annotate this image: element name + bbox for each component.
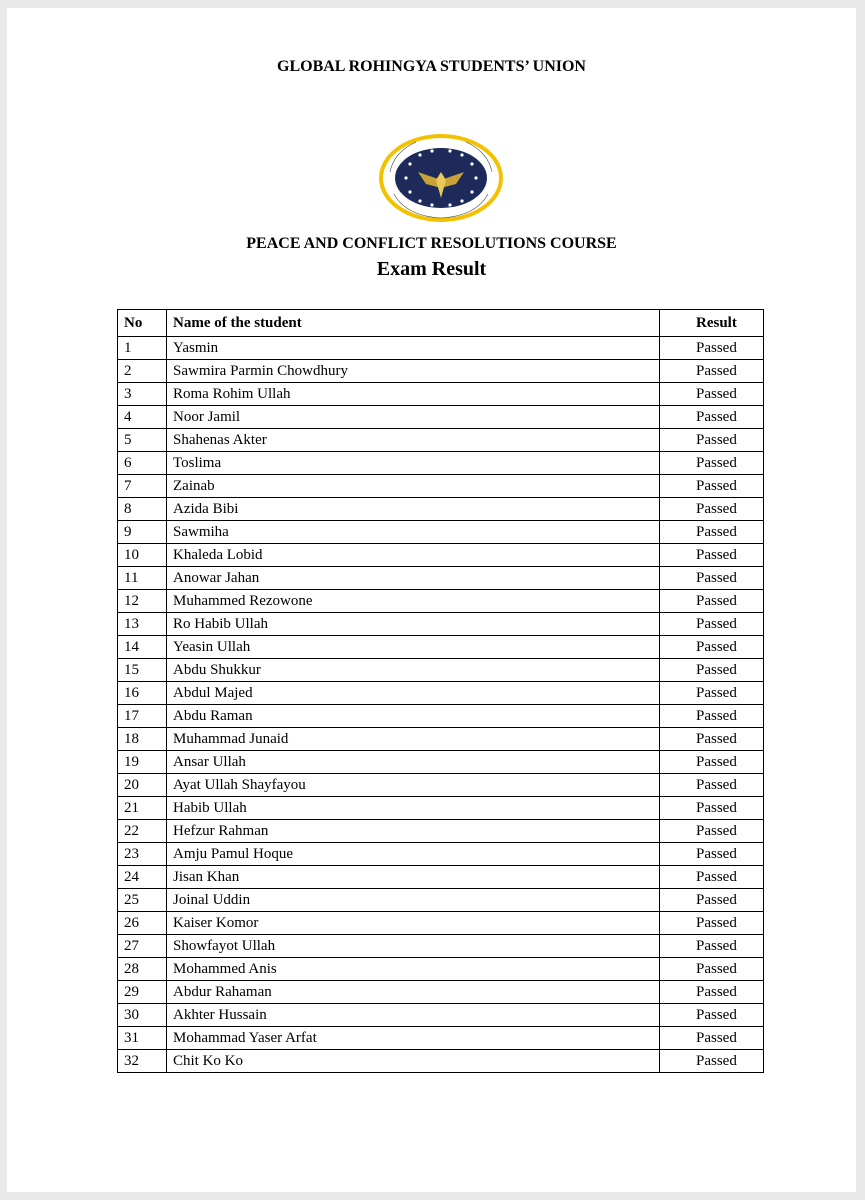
cell-student-name: Shahenas Akter: [167, 429, 660, 452]
table-row: [118, 751, 764, 774]
table-row: [118, 636, 764, 659]
cell-result: Passed: [660, 797, 764, 820]
table-row: [118, 659, 764, 682]
cell-number: 32: [118, 1050, 167, 1073]
document-page: [7, 8, 856, 1192]
cell-number: 23: [118, 843, 167, 866]
cell-result: Passed: [660, 360, 764, 383]
exam-results-table: [117, 309, 764, 1073]
cell-result: Passed: [660, 889, 764, 912]
table-row: [118, 843, 764, 866]
cell-student-name: Sawmira Parmin Chowdhury: [167, 360, 660, 383]
column-header-name: Name of the student: [167, 310, 660, 337]
cell-result: Passed: [660, 728, 764, 751]
table-header-row: [118, 310, 764, 337]
cell-student-name: Yasmin: [167, 337, 660, 360]
table-row: [118, 544, 764, 567]
cell-student-name: Anowar Jahan: [167, 567, 660, 590]
cell-number: 28: [118, 958, 167, 981]
course-title: PEACE AND CONFLICT RESOLUTIONS COURSE: [246, 235, 617, 252]
cell-number: 25: [118, 889, 167, 912]
cell-student-name: Kaiser Komor: [167, 912, 660, 935]
cell-result: Passed: [660, 659, 764, 682]
cell-result: Passed: [660, 1004, 764, 1027]
table-row: [118, 360, 764, 383]
cell-student-name: Ansar Ullah: [167, 751, 660, 774]
table-row: [118, 797, 764, 820]
cell-result: Passed: [660, 636, 764, 659]
cell-result: Passed: [660, 383, 764, 406]
cell-student-name: Mohammad Yaser Arfat: [167, 1027, 660, 1050]
cell-number: 17: [118, 705, 167, 728]
table-row: [118, 682, 764, 705]
organization-title: GLOBAL ROHINGYA STUDENTS’ UNION: [277, 58, 586, 75]
cell-student-name: Abdu Raman: [167, 705, 660, 728]
cell-student-name: Ro Habib Ullah: [167, 613, 660, 636]
cell-result: Passed: [660, 935, 764, 958]
cell-number: 31: [118, 1027, 167, 1050]
cell-result: Passed: [660, 682, 764, 705]
cell-result: Passed: [660, 774, 764, 797]
table-row: [118, 889, 764, 912]
cell-student-name: Chit Ko Ko: [167, 1050, 660, 1073]
table-row: [118, 337, 764, 360]
cell-number: 1: [118, 337, 167, 360]
column-header-result: Result: [660, 310, 764, 337]
cell-student-name: Mohammed Anis: [167, 958, 660, 981]
cell-number: 14: [118, 636, 167, 659]
cell-number: 30: [118, 1004, 167, 1027]
cell-student-name: Amju Pamul Hoque: [167, 843, 660, 866]
cell-result: Passed: [660, 521, 764, 544]
cell-result: Passed: [660, 590, 764, 613]
cell-result: Passed: [660, 337, 764, 360]
cell-student-name: Hefzur Rahman: [167, 820, 660, 843]
table-row: [118, 728, 764, 751]
cell-student-name: Abdur Rahaman: [167, 981, 660, 1004]
cell-result: Passed: [660, 820, 764, 843]
cell-number: 3: [118, 383, 167, 406]
cell-student-name: Yeasin Ullah: [167, 636, 660, 659]
table-row: [118, 774, 764, 797]
cell-student-name: Abdu Shukkur: [167, 659, 660, 682]
table-row: [118, 912, 764, 935]
cell-result: Passed: [660, 567, 764, 590]
table-row: [118, 1004, 764, 1027]
table-row: [118, 498, 764, 521]
cell-result: Passed: [660, 475, 764, 498]
cell-number: 21: [118, 797, 167, 820]
cell-student-name: Toslima: [167, 452, 660, 475]
cell-student-name: Habib Ullah: [167, 797, 660, 820]
table-row: [118, 1050, 764, 1073]
cell-number: 15: [118, 659, 167, 682]
column-header-no: No: [118, 310, 167, 337]
cell-student-name: Muhammed Rezowone: [167, 590, 660, 613]
cell-result: Passed: [660, 866, 764, 889]
cell-result: Passed: [660, 912, 764, 935]
cell-student-name: Sawmiha: [167, 521, 660, 544]
table-row: [118, 521, 764, 544]
cell-student-name: Azida Bibi: [167, 498, 660, 521]
union-logo: [376, 132, 506, 224]
table-row: [118, 475, 764, 498]
document-title: Exam Result: [376, 258, 487, 280]
table-row: [118, 866, 764, 889]
cell-student-name: Joinal Uddin: [167, 889, 660, 912]
cell-number: 10: [118, 544, 167, 567]
cell-result: Passed: [660, 429, 764, 452]
table-row: [118, 613, 764, 636]
cell-number: 26: [118, 912, 167, 935]
cell-student-name: Jisan Khan: [167, 866, 660, 889]
cell-number: 24: [118, 866, 167, 889]
cell-number: 20: [118, 774, 167, 797]
table-row: [118, 406, 764, 429]
table-row: [118, 981, 764, 1004]
cell-student-name: Noor Jamil: [167, 406, 660, 429]
table-row: [118, 1027, 764, 1050]
table-row: [118, 705, 764, 728]
cell-student-name: Muhammad Junaid: [167, 728, 660, 751]
cell-number: 12: [118, 590, 167, 613]
cell-student-name: Ayat Ullah Shayfayou: [167, 774, 660, 797]
cell-student-name: Akhter Hussain: [167, 1004, 660, 1027]
table-row: [118, 935, 764, 958]
cell-number: 16: [118, 682, 167, 705]
cell-number: 29: [118, 981, 167, 1004]
table-row: [118, 958, 764, 981]
table-row: [118, 452, 764, 475]
cell-result: Passed: [660, 613, 764, 636]
cell-number: 5: [118, 429, 167, 452]
cell-number: 13: [118, 613, 167, 636]
cell-result: Passed: [660, 406, 764, 429]
table-row: [118, 590, 764, 613]
table-row: [118, 429, 764, 452]
cell-result: Passed: [660, 1027, 764, 1050]
cell-number: 6: [118, 452, 167, 475]
table-row: [118, 383, 764, 406]
cell-number: 2: [118, 360, 167, 383]
cell-result: Passed: [660, 705, 764, 728]
cell-result: Passed: [660, 544, 764, 567]
cell-number: 18: [118, 728, 167, 751]
table-body: [118, 337, 764, 1073]
cell-student-name: Showfayot Ullah: [167, 935, 660, 958]
cell-result: Passed: [660, 452, 764, 475]
cell-result: Passed: [660, 1050, 764, 1073]
cell-number: 8: [118, 498, 167, 521]
cell-number: 4: [118, 406, 167, 429]
table-row: [118, 820, 764, 843]
cell-number: 27: [118, 935, 167, 958]
cell-student-name: Zainab: [167, 475, 660, 498]
cell-number: 9: [118, 521, 167, 544]
cell-student-name: Abdul Majed: [167, 682, 660, 705]
cell-result: Passed: [660, 498, 764, 521]
cell-result: Passed: [660, 843, 764, 866]
cell-number: 22: [118, 820, 167, 843]
cell-number: 7: [118, 475, 167, 498]
cell-student-name: Khaleda Lobid: [167, 544, 660, 567]
cell-result: Passed: [660, 981, 764, 1004]
cell-result: Passed: [660, 751, 764, 774]
cell-result: Passed: [660, 958, 764, 981]
cell-student-name: Roma Rohim Ullah: [167, 383, 660, 406]
cell-number: 19: [118, 751, 167, 774]
cell-number: 11: [118, 567, 167, 590]
table-row: [118, 567, 764, 590]
